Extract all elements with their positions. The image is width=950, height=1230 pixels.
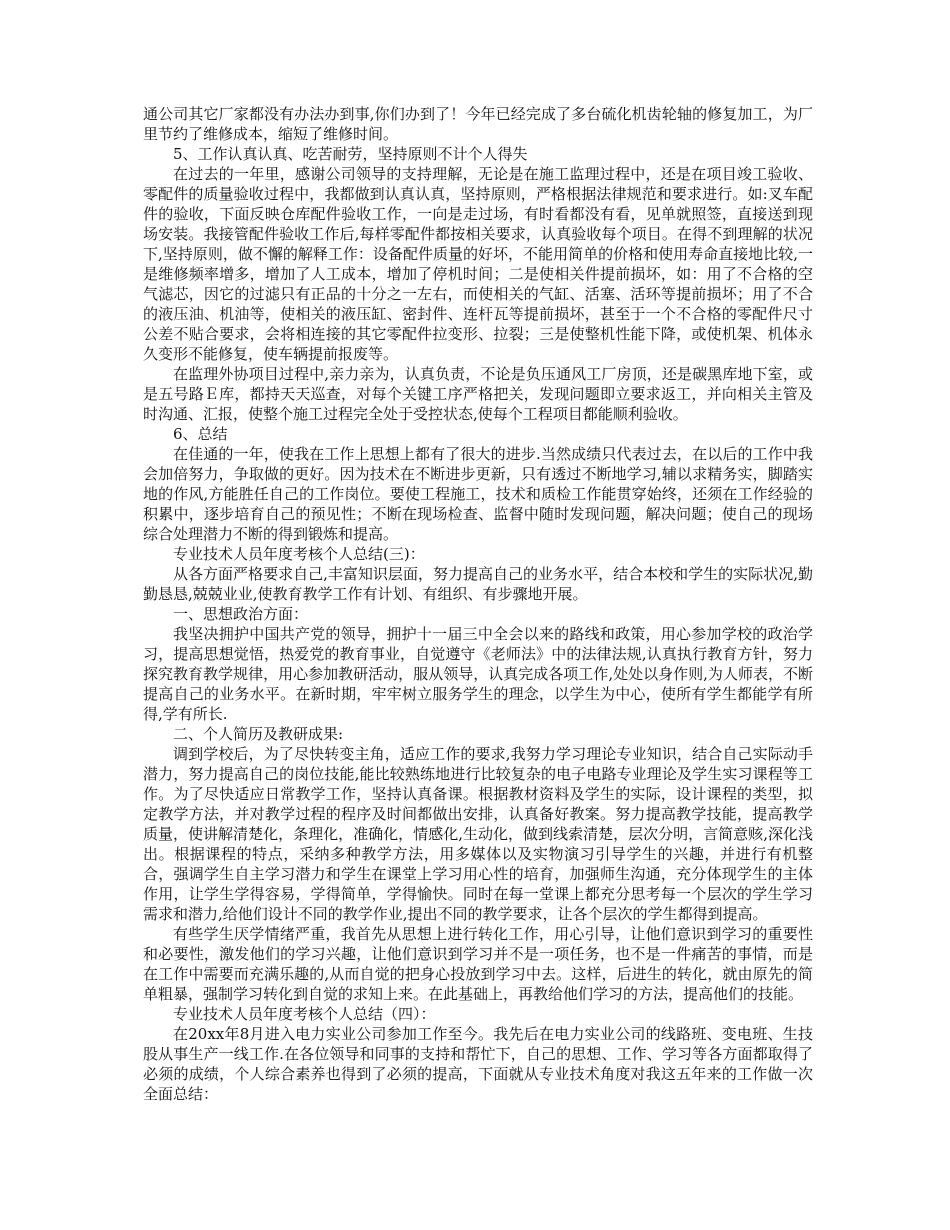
title-summary-four: 专业技术人员年度考核个人总结（四）： (173, 1005, 436, 1023)
section-heading-5: 5、工作认真认真、吃苦耐劳，坚持原则不计个人得失 (173, 145, 528, 163)
paragraph-students: 有些学生厌学情绪严重，我首先从思想上进行转化工作，用心引导，让他们意识到学习的重要性和必要性，激发他们的学习兴趣，让他们意识到学习并不是一项任务，也不是一件痛苦的事情，而是在工作中需要而充满乐趣的,从而自觉的把身心投放到学习中去。这样，后进生的转化，就由原先的简单粗暴，强制学习转化到自觉的求知上来。在此基础上，再教给他们学习的方法，提高他们的技能。 (143, 925, 813, 1003)
document-page (143, 104, 813, 1104)
heading-political: 一、思想政治方面： (173, 605, 309, 623)
paragraph-teaching: 调到学校后，为了尽快转变主角，适应工作的要求,我努力学习理论专业知识，结合自己实际动手潜力，努力提高自己的岗位技能,能比较熟练地进行比较复杂的电子电路专业理论及学生实习课程等工作。为了尽快适应日常教学工作，坚持认真备课。根据教材资料及学生的实际，设计课程的类型，拟定教学方法，并对教学过程的程序及时间都做出安排，认真备好教案。努力提高教学技能，提高教学质量，使讲解清楚化，条理化，准确化，情感化,生动化，做到线索清楚，层次分明，言简意赅,深化浅出。根据课程的特点，采纳多种教学方法，用多媒体以及实物演习引导学生的兴趣，并进行有机整合，强调学生自主学习潜力和学生在课堂上学习用心性的培育，加强师生沟通，充分体现学生的主体作用，让学生学得容易，学得简单，学得愉快。同时在每一堂课上都充分思考每一个层次的学生学习需求和潜力,给他们设计不同的教学作业,提出不同的教学要求，让各个层次的学生都得到提高。 (143, 745, 813, 923)
paragraph-intro-three: 从各方面严格要求自己,丰富知识层面，努力提高自己的业务水平，结合本校和学生的实际状况,勤勤恳恳,兢兢业业,使教育教学工作有计划、有组织、有步骤地开展。 (143, 565, 813, 603)
paragraph-supervision: 在监理外协项目过程中,亲力亲为，认真负责，不论是负压通风工厂房顶，还是碳黑库地下室，或是五号路Ｅ库，都持天天巡查，对每个关键工序严格把关，发现问题即立要求返工，并向相关主管及时沟通、汇报，使整个施工过程完全处于受控状态,使每个工程项目都能顺利验收。 (143, 365, 813, 423)
paragraph-political: 我坚决拥护中国共产党的领导，拥护十一届三中全会以来的路线和政策，用心参加学校的政治学习，提高思想觉悟，热爱党的教育事业，自觉遵守《老师法》中的法律法规,认真执行教育方针，努力探究教育教学规律，用心参加教研活动，服从领导，认真完成各项工作,处处以身作则,为人师表，不断提高自己的业务水平。在新时期，牢牢树立服务学生的理念，以学生为中心，使所有学生都能学有所得,学有所长. (143, 625, 813, 723)
paragraph-summary: 在佳通的一年，使我在工作上思想上都有了很大的进步.当然成绩只代表过去，在以后的工作中我会加倍努力，争取做的更好。因为技术在不断进步更新，只有透过不断地学习,辅以求精务实，脚踏实地的作风,方能胜任自己的工作岗位。要使工程施工，技术和质检工作能贯穿始终，还须在工作经验的积累中，逐步培育自己的预见性；不断在现场检查、监督中随时发现问题，解决问题；使自己的现场综合处理潜力不断的得到锻炼和提高。 (143, 445, 813, 543)
paragraph-acceptance-work: 在过去的一年里，感谢公司领导的支持理解，无论是在施工监理过程中，还是在项目竣工验收、零配件的质量验收过程中，我都做到认真认真，坚持原则，严格根据法律规范和要求进行。如:叉车配件的验收，下面反映仓库配件验收工作，一向是走过场，有时看都没有看，见单就照签，直接送到现场安装。我接管配件验收工作后,每样零配件都按相关要求，认真验收每个项目。在得不到理解的状况下,坚持原则，做不懈的解释工作：设备配件质量的好坏，不能用简单的价格和使用寿命直接地比较,一是维修频率增多，增加了人工成本，增加了停机时间；二是使相关件提前损坏，如：用了不合格的空气滤芯，因它的过滤只有正品的十分之一左右，而使相关的气缸、活塞、活环等提前损坏；用了不合的液压油、机油等，使相关的液压缸、密封件、连杆瓦等提前损坏，甚至于一个不合格的零配件尺寸公差不贴合要求，会将相连接的其它零配件拉变形、拉裂；三是使整机性能下降，或使机架、机体永久变形不能修复，使车辆提前报废等。 (143, 165, 813, 363)
paragraph-intro-four: 在20xx年8月进入电力实业公司参加工作至今。我先后在电力实业公司的线路班、变电班、生技股从事生产一线工作.在各位领导和同事的支持和帮忙下，自己的思想、工作、学习等各方面都取得了必须的成绩，个人综合素养也得到了必须的提高，下面就从专业技术角度对我这五年来的工作做一次全面总结： (143, 1025, 813, 1103)
paragraph-continuation: 通公司其它厂家都没有办法办到事,你们办到了！今年已经完成了多台硫化机齿轮轴的修复加工，为厂里节约了维修成本，缩短了维修时间。 (143, 105, 813, 143)
title-summary-three: 专业技术人员年度考核个人总结(三)： (173, 545, 425, 563)
heading-resume-research: 二、个人简历及教研成果: (173, 725, 344, 743)
section-heading-6: 6、总结 (173, 425, 228, 443)
